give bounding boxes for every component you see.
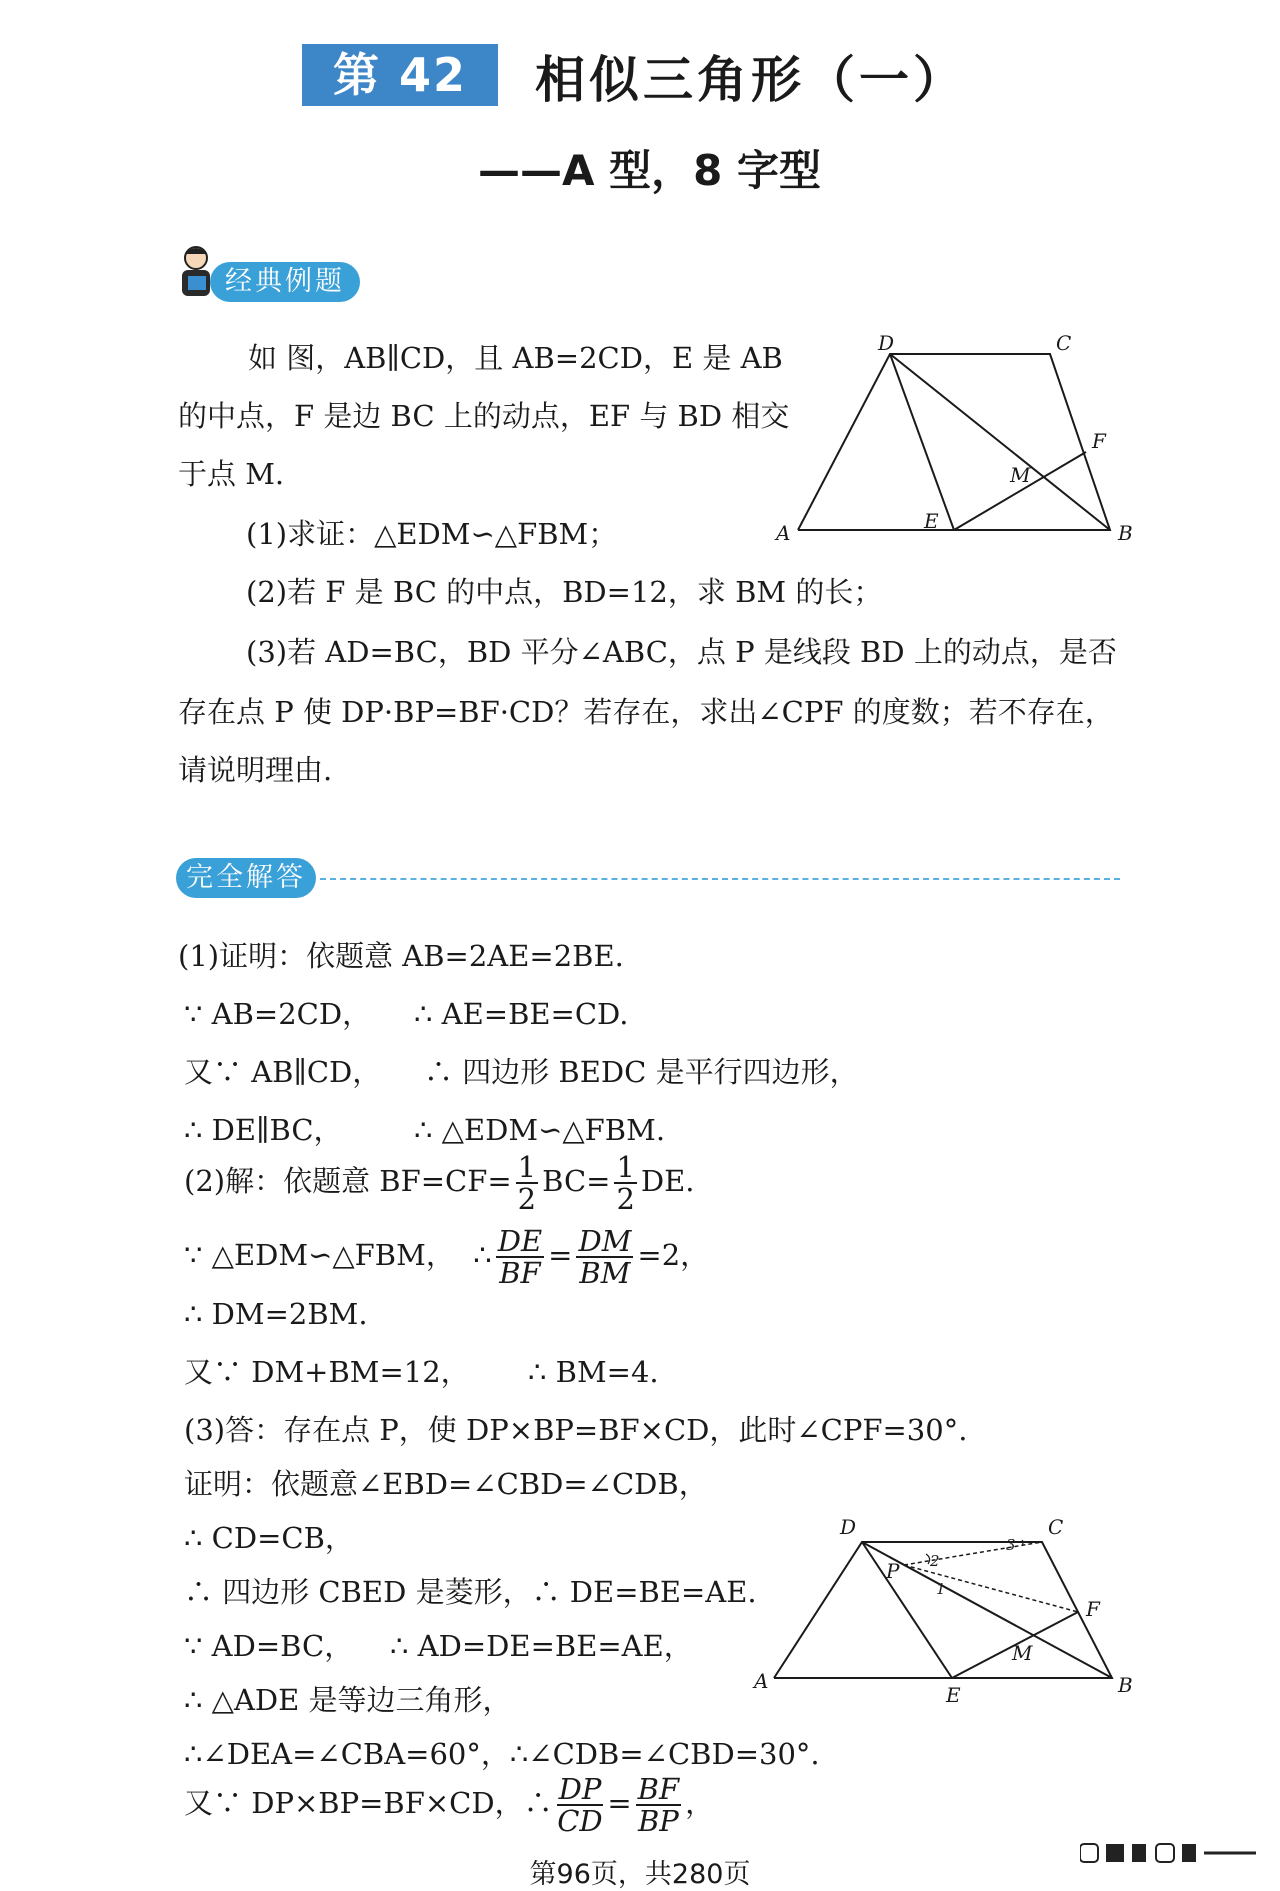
label-P: P <box>886 1559 900 1583</box>
denominator: 2 <box>616 1182 635 1216</box>
solution-line-2b <box>184 1222 709 1288</box>
label-C: C <box>1048 1515 1064 1539</box>
label-M: M <box>1012 1641 1033 1665</box>
text: ∴ <box>473 1238 492 1272</box>
answer-section-tag: 完全解答 <box>176 858 316 898</box>
text: (2)解：依题意 BF=CF= <box>184 1164 512 1198</box>
denominator: BP <box>637 1804 679 1838</box>
solution-line-2a <box>184 1148 695 1214</box>
solution-line: 又∵ DM+BM=12， <box>184 1355 470 1389</box>
solution-line: 又∵ AB∥CD， <box>184 1055 382 1089</box>
label-A: A <box>776 521 791 545</box>
numerator: 1 <box>616 1150 635 1184</box>
denominator: CD <box>557 1804 603 1838</box>
denominator: 2 <box>517 1182 537 1216</box>
numerator: BF <box>637 1772 680 1806</box>
problem-line: 如 图，AB∥CD，且 AB=2CD，E 是 AB <box>248 341 783 375</box>
solution-line: ∴ 四边形 BEDC 是平行四边形， <box>424 1055 859 1089</box>
text: DE. <box>640 1164 695 1198</box>
solution-line: 证明：依题意∠EBD=∠CBD=∠CDB， <box>184 1467 708 1501</box>
label-E: E <box>946 1683 961 1707</box>
equals: = <box>548 1238 573 1272</box>
numerator: DP <box>558 1772 602 1806</box>
solution-line: ∴ BM=4. <box>528 1355 659 1389</box>
text: BC= <box>542 1164 611 1198</box>
lecture-badge: 第 42 讲 <box>302 44 498 106</box>
numerator: DM <box>578 1224 632 1258</box>
solution-line: ∵ AB=2CD， <box>184 997 372 1031</box>
question-3: 请说明理由. <box>178 753 333 787</box>
question-1: (1)求证：△EDM∽△FBM； <box>246 517 618 551</box>
label-C: C <box>1056 331 1072 355</box>
problem-line: 的中点，F 是边 BC 上的动点，EF 与 BD 相交 <box>178 399 790 433</box>
text: 又∵ DP×BP=BF×CD，∴ <box>184 1786 553 1820</box>
label-F: F <box>1086 1597 1100 1621</box>
diagonal-BD <box>862 1542 1112 1678</box>
solution-line: ∴ DM=2BM. <box>184 1297 368 1331</box>
fraction <box>496 1226 544 1288</box>
dashed-PF <box>904 1565 1078 1612</box>
fraction <box>614 1152 636 1214</box>
fraction <box>557 1774 604 1836</box>
label-A: A <box>754 1669 769 1693</box>
fraction <box>516 1152 538 1214</box>
numerator: 1 <box>517 1150 537 1184</box>
label-F: F <box>1092 429 1106 453</box>
page-title: 相似三角形（一） <box>535 51 967 109</box>
trapezoid-figure-1 <box>760 330 1140 550</box>
solution-line: ∴ △ADE 是等边三角形， <box>184 1683 512 1717</box>
label-B: B <box>1118 521 1133 545</box>
denominator: BF <box>499 1256 541 1290</box>
label-M: M <box>1010 463 1031 487</box>
fraction <box>576 1226 633 1288</box>
solution-line-3last <box>184 1770 714 1836</box>
question-3: (3)若 AD=BC，BD 平分∠ABC，点 P 是线段 BD 上的动点，是否 <box>246 635 1117 669</box>
equals: = <box>607 1786 632 1820</box>
section-divider <box>320 878 1120 880</box>
label-D: D <box>840 1515 857 1539</box>
question-2: (2)若 F 是 BC 的中点，BD=12，求 BM 的长； <box>246 575 883 609</box>
solution-line: ∴ AE=BE=CD. <box>414 997 629 1031</box>
solution-line: ∴ △EDM∽△FBM. <box>414 1113 666 1147</box>
text: ， <box>685 1786 715 1820</box>
angle-2-label: 2 <box>930 1552 940 1570</box>
fraction <box>636 1774 681 1836</box>
trapezoid-outline <box>774 1542 1112 1678</box>
denominator: BM <box>579 1256 631 1290</box>
trapezoid-outline <box>798 354 1110 530</box>
numerator: DE <box>497 1224 543 1258</box>
page-number: 第96页，共280页 <box>529 1859 751 1890</box>
dashed-PC <box>904 1542 1042 1565</box>
solution-line: ∵ AD=BC， <box>184 1629 354 1663</box>
angle-3-label: 3 <box>1006 1536 1016 1554</box>
solution-line: ∴ AD=DE=BE=AE， <box>390 1629 693 1663</box>
solution-line: (1)证明：依题意 AB=2AE=2BE. <box>178 939 624 973</box>
solution-line: ∴∠DEA=∠CBA=60°，∴∠CDB=∠CBD=30°. <box>184 1737 820 1771</box>
solution-line: ∴ 四边形 CBED 是菱形，∴ DE=BE=AE. <box>184 1575 757 1609</box>
trapezoid-figure-2 <box>742 1512 1142 1712</box>
example-section-tag: 经典例题 <box>210 262 360 302</box>
angle-1-label: 1 <box>936 1580 946 1598</box>
problem-line: 于点 M. <box>178 457 285 491</box>
label-B: B <box>1118 1673 1133 1697</box>
solution-line: (3)答：存在点 P，使 DP×BP=BF×CD，此时∠CPF=30°. <box>184 1413 968 1447</box>
solution-line: ∴ DE∥BC， <box>184 1113 343 1147</box>
text: =2， <box>637 1238 710 1272</box>
label-E: E <box>924 509 939 533</box>
text: ∵ △EDM∽△FBM， <box>184 1238 455 1272</box>
solution-line: ∴ CD=CB， <box>184 1521 354 1555</box>
label-D: D <box>878 331 895 355</box>
question-3: 存在点 P 使 DP·BP=BF·CD？若存在，求出∠CPF 的度数；若不存在， <box>178 695 1114 729</box>
page-subtitle: ——A 型，8 字型 <box>478 146 821 195</box>
